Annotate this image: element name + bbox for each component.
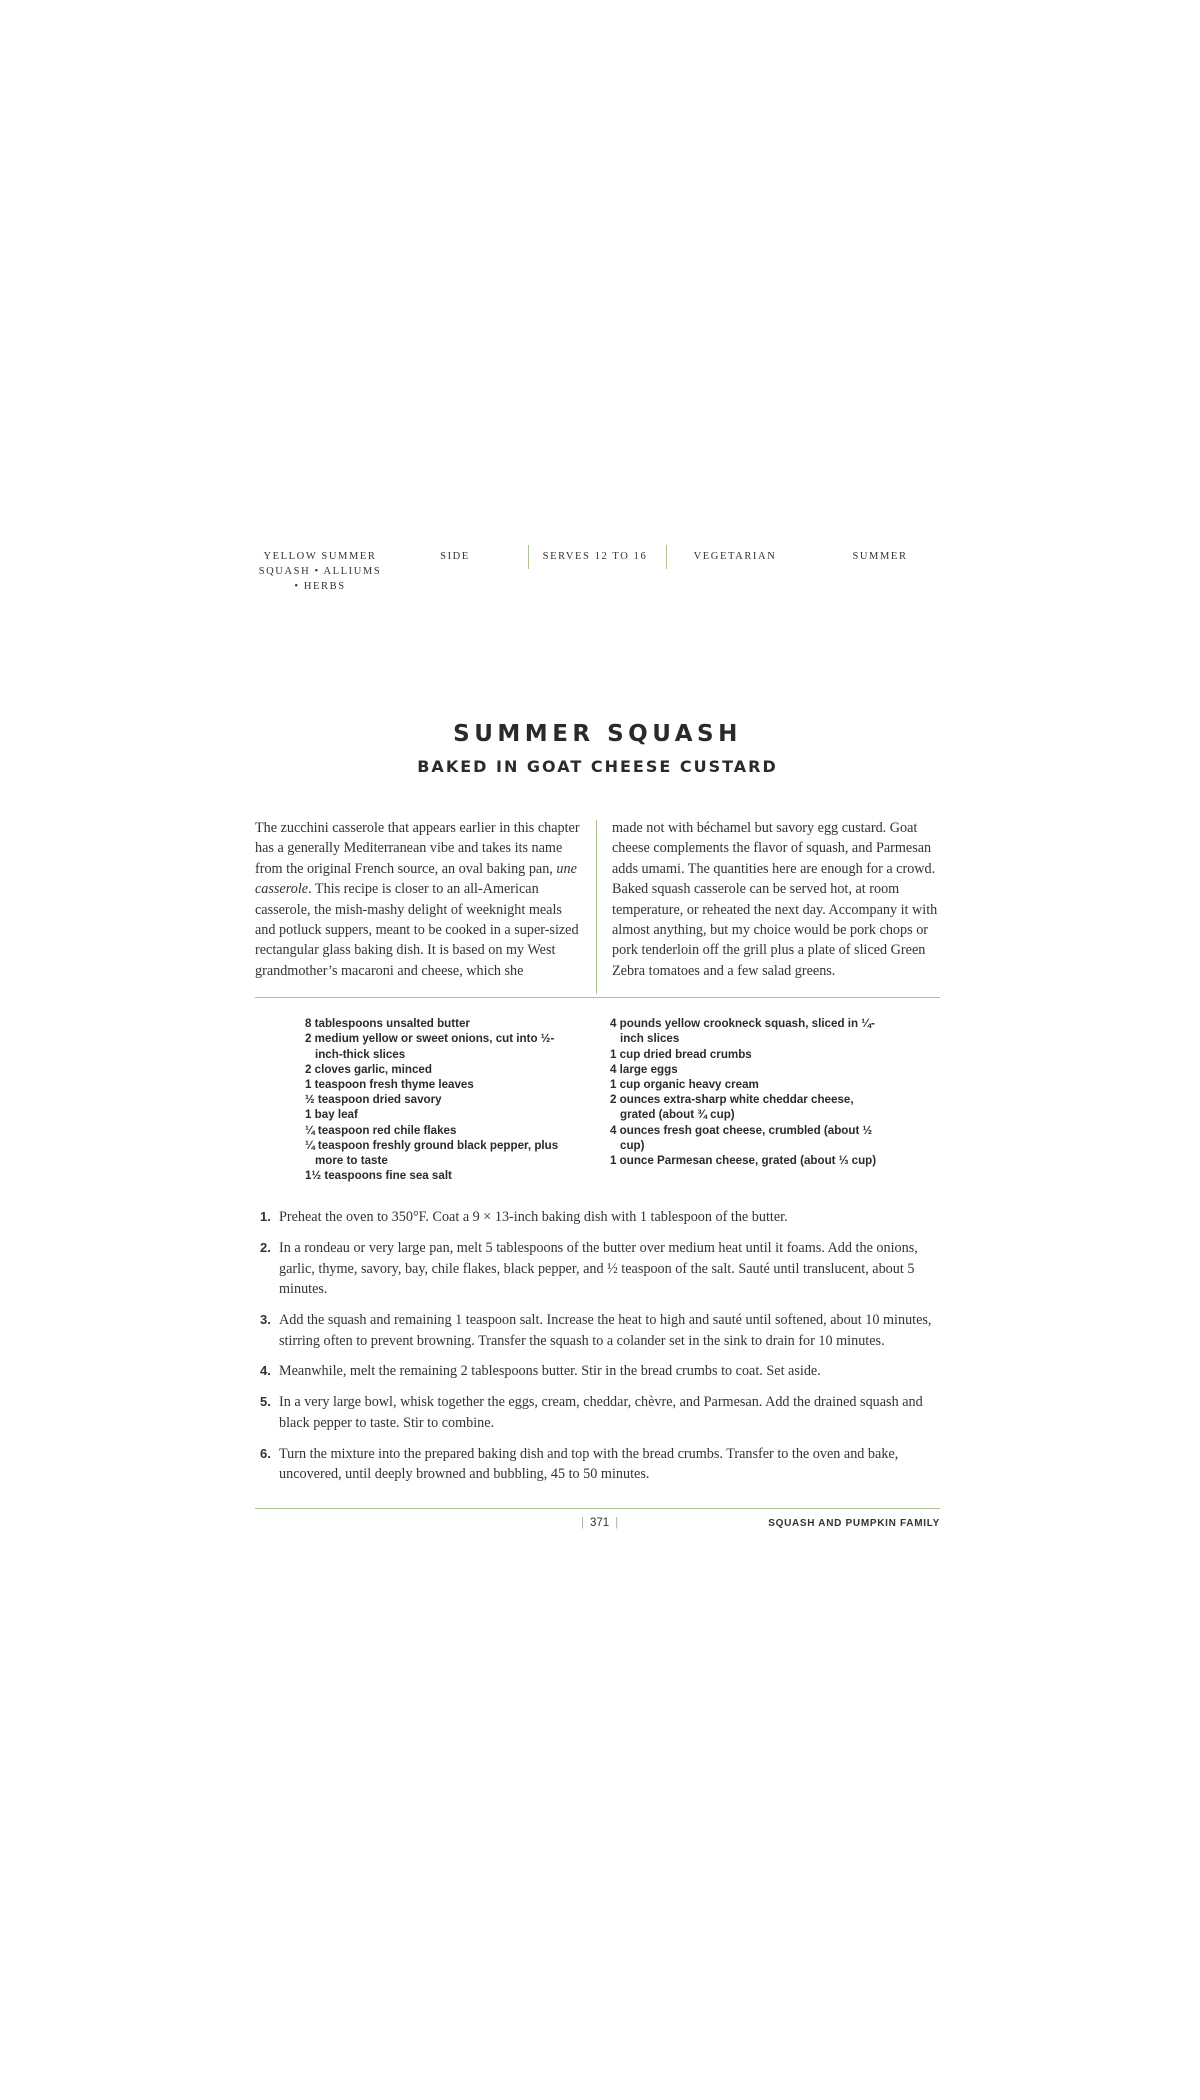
method-step: [255, 1238, 940, 1299]
step-number: 6.: [260, 1445, 271, 1461]
page-number-text: 371: [590, 1517, 610, 1530]
step-text: Add the squash and remaining 1 teaspoon salt. Increase the heat to high and sauté until softened, about 10 minutes, stirring often to prevent browning. Transfer the squash to a colander set in the sink to drain for 10 minutes.: [279, 1312, 932, 1349]
ingredient-item: ¼ teaspoon freshly ground black pepper, plus more to taste: [305, 1138, 559, 1168]
method-step: [255, 1444, 940, 1485]
step-text: In a rondeau or very large pan, melt 5 tablespoons of the butter over medium heat until it foams. Add the onions, garlic, thyme, savory, bay, chile flakes, black pepper, and ½ teaspoon of the salt. Sauté until translucent, about 5 minutes.: [279, 1240, 918, 1298]
tag-season: SUMMER: [852, 551, 908, 562]
ingredients-column-left: [305, 1016, 575, 1183]
ingredient-item: ¼ teaspoon red chile flakes: [305, 1123, 457, 1137]
tag-ingredients: YELLOW SUMMER SQUASH • ALLIUMS • HERBS: [258, 551, 382, 592]
recipe-tags: [255, 545, 940, 601]
step-number: 4.: [260, 1363, 271, 1379]
footer-rule: [255, 1508, 940, 1509]
step-number: 2.: [260, 1240, 271, 1256]
ingredient-item: 2 cloves garlic, minced: [305, 1062, 432, 1076]
step-number: 5.: [260, 1394, 271, 1410]
ingredient-item: 2 medium yellow or sweet onions, cut into ½-inch-thick slices: [305, 1032, 555, 1061]
ingredient-item: 1 ounce Parmesan cheese, grated (about ⅓ cup): [610, 1154, 877, 1168]
step-text: Meanwhile, melt the remaining 2 tablespoons butter. Stir in the bread crumbs to coat. Set aside.: [279, 1363, 821, 1380]
page-footer: [255, 1516, 940, 1538]
ingredient-item: 1 cup organic heavy cream: [610, 1078, 759, 1092]
step-number: 1.: [260, 1209, 271, 1225]
tag-diet: VEGETARIAN: [693, 551, 777, 562]
intro-text-span: . This recipe is closer to an all-American casserole, the mish-mashy delight of weeknight meals and potluck suppers, meant to be cooked in a super-sized rectangular glass baking dish. It is based on my West grandmother’s macaroni and cheese, which she: [255, 881, 579, 979]
running-head: SQUASH AND PUMPKIN FAMILY: [768, 1518, 940, 1530]
ingredient-item: 1 bay leaf: [305, 1108, 358, 1122]
page-number: | 371 |: [581, 1517, 619, 1530]
tag-course: SIDE: [440, 551, 470, 562]
ingredient-item: 2 ounces extra-sharp white cheddar cheese, grated (about ¾ cup): [610, 1093, 854, 1122]
recipe-title: SUMMER SQUASH: [453, 721, 742, 747]
ingredient-item: 4 ounces fresh goat cheese, crumbled (about ½ cup): [610, 1123, 873, 1152]
tag-servings: SERVES 12 TO 16: [542, 551, 648, 562]
intro-italic-term: une casserole: [255, 860, 577, 898]
method-steps: [255, 1207, 940, 1484]
ingredients-list: [255, 1016, 940, 1183]
method-step: [255, 1207, 940, 1227]
intro-text-span: The zucchini casserole that appears earlier in this chapter has a generally Mediterranean vibe and takes its name from the original French source, an oval baking pan,: [255, 820, 580, 877]
method-step: [255, 1361, 940, 1381]
step-text: Preheat the oven to 350°F. Coat a 9 × 13-inch baking dish with 1 tablespoon of the butter.: [279, 1209, 788, 1226]
recipe-subtitle: BAKED IN GOAT CHEESE CUSTARD: [417, 757, 778, 776]
ingredient-item: 1½ teaspoons fine sea salt: [305, 1169, 452, 1183]
section-rule: [255, 997, 940, 998]
intro-text: [255, 818, 940, 981]
ingredient-item: 1 teaspoon fresh thyme leaves: [305, 1078, 474, 1092]
ingredient-item: 4 pounds yellow crookneck squash, sliced in ¼-inch slices: [610, 1017, 875, 1046]
ingredient-item: ½ teaspoon dried savory: [305, 1093, 442, 1107]
step-number: 3.: [260, 1312, 271, 1328]
ingredient-item: 4 large eggs: [610, 1062, 678, 1076]
recipe-page: [255, 545, 940, 1538]
intro-column-left: [255, 818, 583, 981]
ingredients-column-right: [610, 1016, 880, 1183]
step-text: In a very large bowl, whisk together the eggs, cream, cheddar, chèvre, and Parmesan. Add the drained squash and black pepper to taste. Stir to combine.: [279, 1394, 923, 1431]
column-divider: [596, 820, 597, 994]
ingredient-item: 8 tablespoons unsalted butter: [305, 1017, 470, 1031]
method-step: [255, 1310, 940, 1351]
intro-column-right: made not with béchamel but savory egg custard. Goat cheese complements the flavor of squash, and Parmesan adds umami. The quantities here are enough for a crowd. Baked squash casserole can be served hot, at room temperature, or reheated the next day. Accompany it with almost anything, but my choice would be pork chops or pork tenderloin off the grill plus a plate of sliced Green Zebra tomatoes and a few salad greens.: [612, 820, 938, 979]
tag-divider: [528, 545, 529, 569]
method-step: [255, 1392, 940, 1433]
step-text: Turn the mixture into the prepared baking dish and top with the bread crumbs. Transfer to the oven and bake, uncovered, until deeply browned and bubbling, 45 to 50 minutes.: [279, 1445, 899, 1483]
ingredient-item: 1 cup dried bread crumbs: [610, 1047, 752, 1061]
tag-divider: [666, 545, 667, 569]
